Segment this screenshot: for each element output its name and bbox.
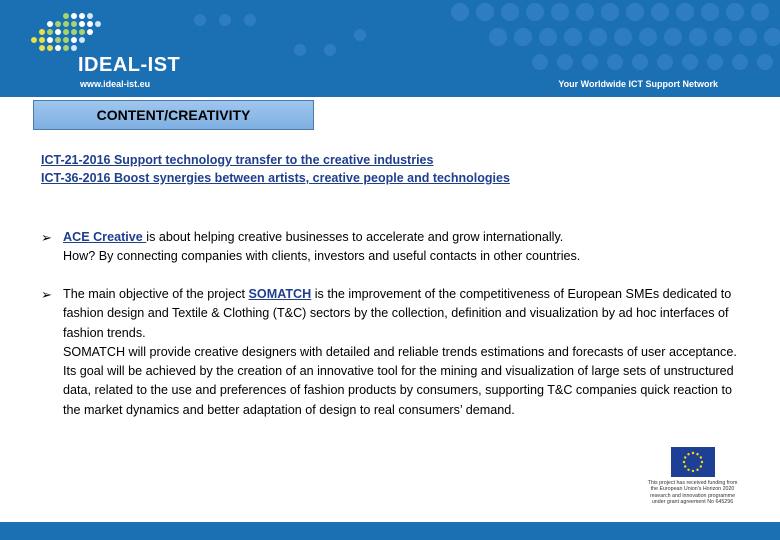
eu-notice-line: under grant agreement No 645296: [651, 498, 734, 505]
somatch-link[interactable]: SOMATCH: [248, 287, 312, 301]
bullet-text: SOMATCH will provide creative designers with detailed and reliable trends estimations and forecasts of user acceptance. Its goal will be achieved by the creation of an innovative tool for the mining and visualization of large sets of unstructured data, related to the use and preferences of fashion products by consumers, supporting T&C companies quick reaction to the market dynamics and better adaptation of design to real consumers’ demand.: [63, 344, 737, 417]
header-banner: [0, 0, 780, 97]
arrow-bullet-icon: ➢: [41, 230, 52, 245]
eu-notice-line: This project has received funding from: [647, 480, 738, 486]
brand-tagline: Your Worldwide ICT Support Network: [558, 79, 718, 89]
bullet-ace-creative: [41, 228, 741, 267]
ideal-ist-logo-icon: [30, 12, 102, 56]
eu-funding-notice: [635, 447, 750, 505]
eu-flag-icon: [671, 447, 715, 477]
eu-notice-line: research and innovation programme: [649, 492, 736, 499]
arrow-bullet-icon: ➢: [41, 287, 52, 302]
topic-item[interactable]: ICT-21-2016 Support technology transfer to the creative industries: [41, 153, 434, 167]
topic-list: [41, 151, 510, 187]
eu-notice-text: [635, 480, 750, 505]
bullet-text: The main objective of the project: [63, 287, 249, 301]
bullet-somatch: [41, 285, 741, 420]
brand-url[interactable]: www.ideal-ist.eu: [80, 79, 151, 89]
bullet-text: How? By connecting companies with clients, investors and useful contacts in other countries.: [63, 249, 581, 264]
topic-item[interactable]: ICT-36-2016 Boost synergies between artists, creative people and technologies: [41, 171, 510, 185]
ace-creative-link[interactable]: ACE Creative: [63, 230, 147, 244]
bullet-text: is about helping creative businesses to accelerate and grow internationally.: [146, 230, 564, 244]
brand-name: IDEAL-IST: [78, 54, 181, 76]
footer-bar: [0, 522, 780, 540]
bullet-text: is the improvement of the competitiveness of European SMEs dedicated to fashion design and Textile & Clothing (T&C) sectors by the collection, definition and visualization by ad hoc interfaces of fashion trends.: [63, 287, 732, 340]
section-title: CONTENT/CREATIVITY: [33, 100, 314, 130]
eu-notice-line: the European Union's Horizon 2020: [650, 486, 735, 493]
